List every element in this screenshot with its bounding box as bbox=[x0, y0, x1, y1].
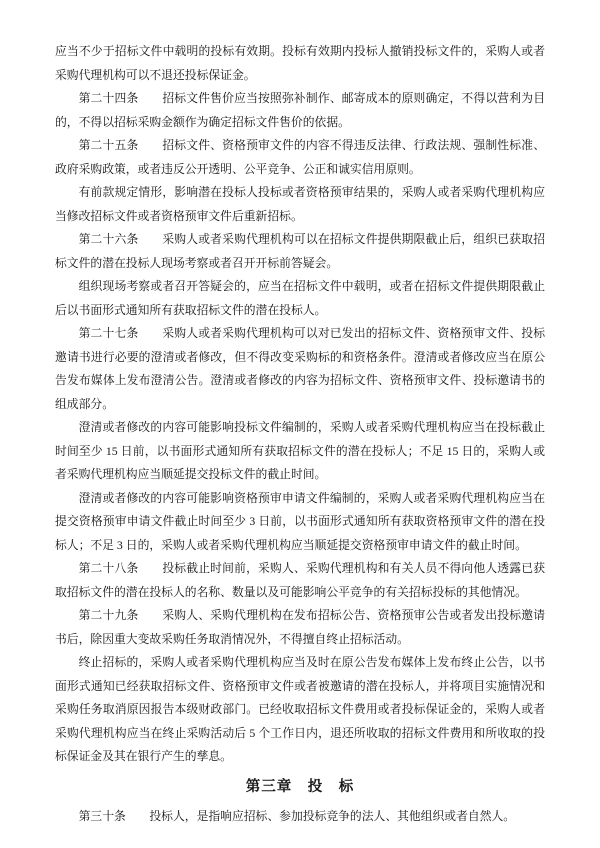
para-article-30: 第三十条 投标人，是指响应招标、参加投标竞争的法人、其他组织或者自然人。 bbox=[78, 808, 516, 823]
para-article-29-1: 第二十九条 采购人、采购代理机构在发布招标公告、资格预审公告或者发出投标邀请书后，除因重大变故采购任务取消情况外，不得擅自终止招标活动。 bbox=[55, 608, 545, 646]
para-article-27-2: 澄清或者修改的内容可能影响投标文件编制的，采购人或者采购代理机构应当在投标截止时间至少 15 日前，以书面形式通知所有获取招标文件的潜在投标人；不足 15 日的，采购人或者采购代理机构应当顺延提交投标文件的截止时间。 bbox=[55, 420, 545, 481]
document-text-block bbox=[55, 40, 545, 828]
chapter-3-heading: 第三章 投 标 bbox=[245, 778, 355, 795]
para-article-26-1: 第二十六条 采购人或者采购代理机构可以在招标文件提供期限截止后，组织已获取招标文件的潜在投标人现场考察或者召开开标前答疑会。 bbox=[55, 232, 545, 270]
para-article-29-2: 终止招标的，采购人或者采购代理机构应当及时在原公告发布媒体上发布终止公告，以书面形式通知已经获取招标文件、资格预审文件或者被邀请的潜在投标人，并将项目实施情况和采购任务取消原因报告本级财政部门。已经收取招标文件费用或者投标保证金的，采购人或者采购代理机构应当在终止采购活动后 5 个工作日内，退还所收取的招标文件费用和所收取的投标保证金及其在银行产生的孳息。 bbox=[55, 655, 545, 763]
para-article-27-1: 第二十七条 采购人或者采购代理机构可以对已发出的招标文件、资格预审文件、投标邀请书进行必要的澄清或者修改，但不得改变采购标的和资格条件。澄清或者修改应当在原公告发布媒体上发布澄清公告。澄清或者修改的内容为招标文件、资格预审文件、投标邀请书的组成部分。 bbox=[55, 326, 545, 411]
para-article-25-1: 第二十五条 招标文件、资格预审文件的内容不得违反法律、行政法规、强制性标准、政府采购政策，或者违反公开透明、公平竞争、公正和诚实信用原则。 bbox=[55, 138, 545, 176]
para-article-26-2: 组织现场考察或者召开答疑会的，应当在招标文件中载明，或者在招标文件提供期限截止后以书面形式通知所有获取招标文件的潜在投标人。 bbox=[55, 279, 545, 317]
para-article-23-continuation: 应当不少于招标文件中载明的投标有效期。投标有效期内投标人撤销投标文件的，采购人或者采购代理机构可以不退还投标保证金。 bbox=[55, 44, 545, 82]
para-article-24: 第二十四条 招标文件售价应当按照弥补制作、邮寄成本的原则确定，不得以营利为目的，不得以招标采购金额作为确定招标文件售价的依据。 bbox=[55, 91, 545, 129]
para-article-25-2: 有前款规定情形，影响潜在投标人投标或者资格预审结果的，采购人或者采购代理机构应当修改招标文件或者资格预审文件后重新招标。 bbox=[55, 185, 545, 223]
para-article-27-3: 澄清或者修改的内容可能影响资格预审申请文件编制的，采购人或者采购代理机构应当在提交资格预审申请文件截止时间至少 3 日前，以书面形式通知所有获取资格预审文件的潜在投标人；不足 3 日的，采购人或者采购代理机构应当顺延提交资格预审申请文件的截止时间。 bbox=[55, 490, 545, 552]
para-article-28: 第二十八条 投标截止时间前，采购人、采购代理机构和有关人员不得向他人透露已获取招标文件的潜在投标人的名称、数量以及可能影响公平竞争的有关招标投标的其他情况。 bbox=[55, 561, 545, 599]
